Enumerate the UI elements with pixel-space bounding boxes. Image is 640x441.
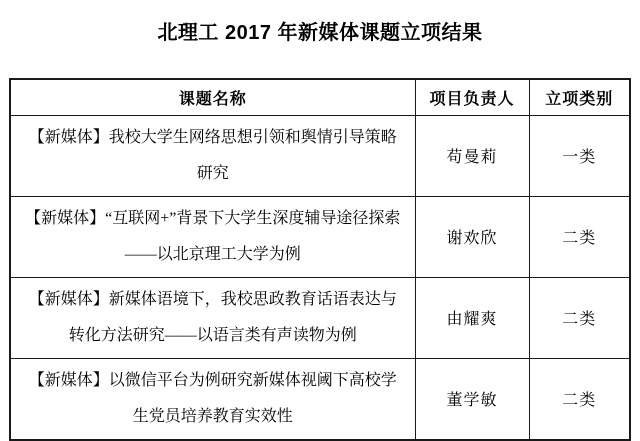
table-row — [10, 277, 630, 358]
leader-cell: 董学敏 — [415, 358, 529, 440]
column-header-topic: 课题名称 — [10, 79, 415, 115]
results-table — [9, 78, 631, 441]
topic-cell: 【新媒体】“互联网+”背景下大学生深度辅导途径探索——以北京理工大学为例 — [10, 196, 415, 277]
table-header — [10, 79, 630, 115]
leader-cell: 由耀爽 — [415, 277, 529, 358]
category-cell: 二类 — [529, 196, 630, 277]
table-row — [10, 196, 630, 277]
category-cell: 二类 — [529, 277, 630, 358]
column-header-leader: 项目负责人 — [415, 79, 529, 115]
table-body — [10, 115, 630, 440]
category-cell: 一类 — [529, 115, 630, 196]
category-cell: 二类 — [529, 358, 630, 440]
header-row — [10, 79, 630, 115]
topic-cell: 【新媒体】我校大学生网络思想引领和舆情引导策略研究 — [10, 115, 415, 196]
topic-cell: 【新媒体】新媒体语境下，我校思政教育话语表达与转化方法研究——以语言类有声读物为例 — [10, 277, 415, 358]
topic-cell: 【新媒体】以微信平台为例研究新媒体视阈下高校学生党员培养教育实效性 — [10, 358, 415, 440]
leader-cell: 谢欢欣 — [415, 196, 529, 277]
leader-cell: 苟曼莉 — [415, 115, 529, 196]
table-row — [10, 358, 630, 440]
table-row — [10, 115, 630, 196]
page-title: 北理工 2017 年新媒体课题立项结果 — [157, 22, 483, 44]
column-header-category: 立项类别 — [529, 79, 630, 115]
